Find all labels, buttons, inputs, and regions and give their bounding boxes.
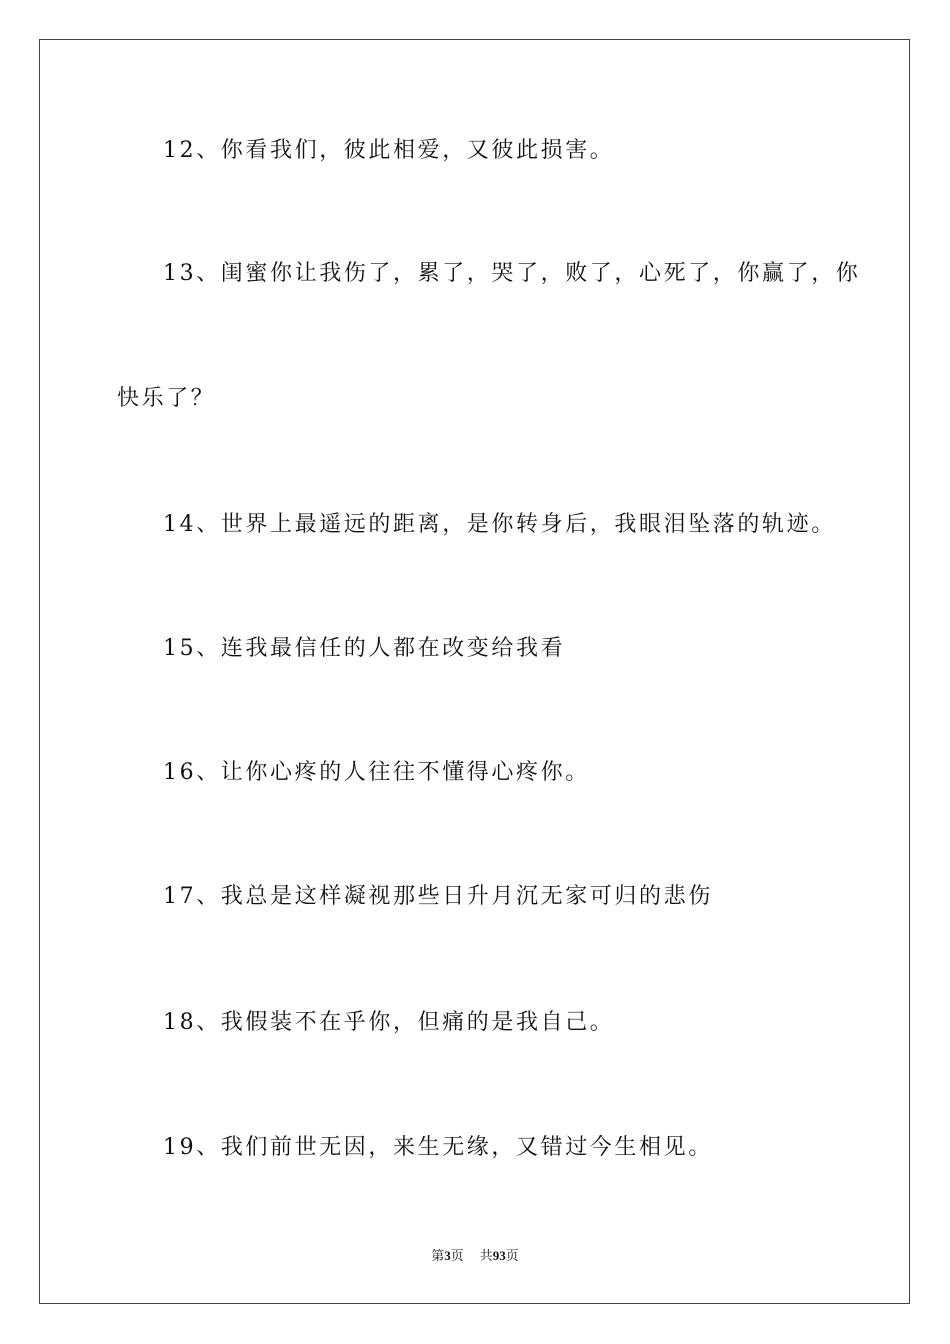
page-prefix: 第 [431,1248,445,1263]
text-line-19: 19、我们前世无因，来生无缘，又错过今生相见。 [163,1135,713,1160]
text-line-12: 12、你看我们，彼此相爱，又彼此损害。 [163,138,615,163]
total-prefix: 共 [479,1248,493,1263]
page-number: 3 [444,1248,451,1263]
page-suffix: 页 [450,1248,464,1263]
page-border [39,39,910,1304]
text-line-13: 13、闺蜜你让我伤了，累了，哭了，败了，心死了，你赢了，你 [163,261,861,286]
text-line-16: 16、让你心疼的人往往不懂得心疼你。 [163,760,590,785]
text-line-17: 17、我总是这样凝视那些日升月沉无家可归的悲伤 [163,884,713,909]
total-suffix: 页 [505,1248,519,1263]
text-line-18: 18、我假装不在乎你，但痛的是我自己。 [163,1010,615,1035]
total-pages: 93 [492,1248,506,1263]
page-footer [0,1247,950,1265]
text-line-15: 15、连我最信任的人都在改变给我看 [163,636,566,661]
text-line-13-continued: 快乐了？ [117,386,216,411]
text-line-14: 14、世界上最遥远的距离，是你转身后，我眼泪坠落的轨迹。 [163,512,836,537]
